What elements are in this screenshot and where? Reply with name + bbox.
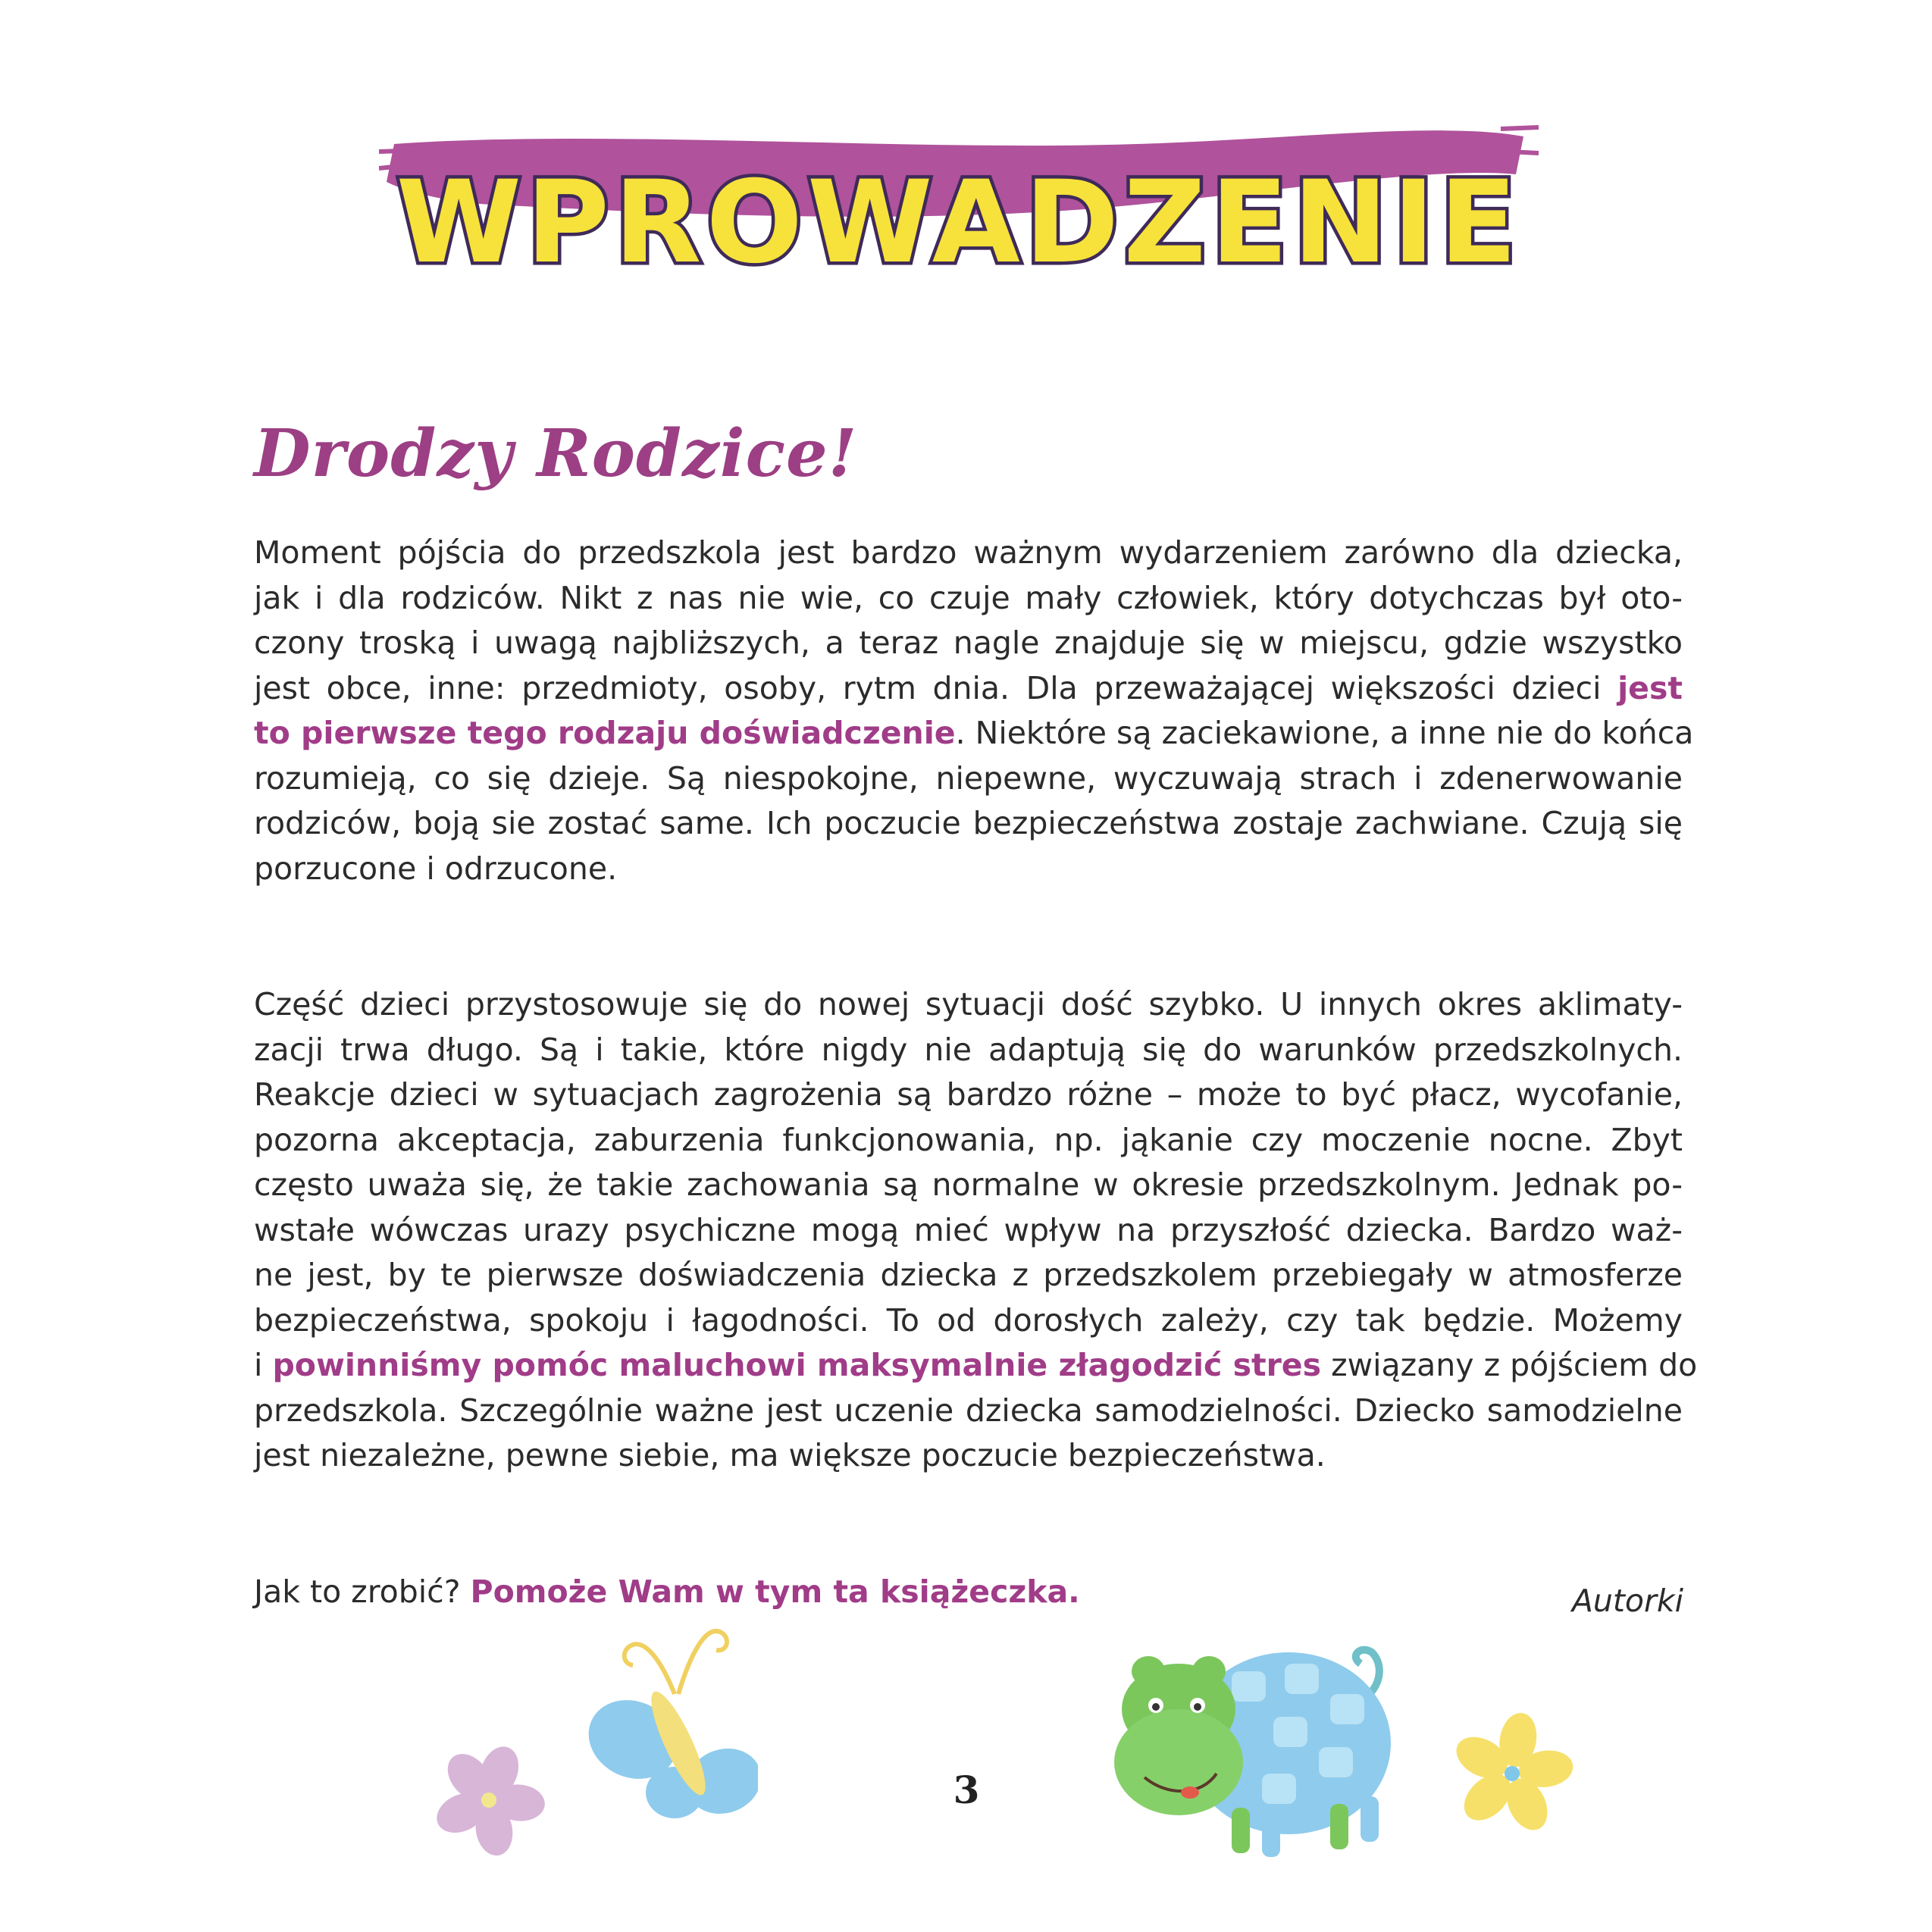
highlighted-text: jest — [1617, 669, 1683, 706]
highlighted-text: to pierwsze tego rodzaju doświadczenie — [254, 715, 956, 751]
text-line: przedszkola. Szczególnie ważne jest uczenie dziecka samodzielności. Dziecko samodzielne — [254, 1392, 1683, 1429]
title-banner — [379, 121, 1539, 326]
signature: Autorki — [1571, 1583, 1683, 1619]
text-line: pozorna akceptacja, zaburzenia funkcjonowania, np. jąkanie czy moczenie nocne. Zbyt — [254, 1121, 1683, 1158]
text-line: jak i dla rodziców. Nikt z nas nie wie, co czuje mały człowiek, który dotychczas był oto- — [254, 579, 1683, 616]
text-segment: . Niektóre są zaciekawione, a inne nie do końca — [955, 715, 1694, 751]
paragraph-3 — [254, 1570, 1683, 1615]
text-segment: Jak to zrobić? — [254, 1573, 461, 1610]
flower-yellow-icon — [1448, 1709, 1577, 1838]
greeting-heading: Drodzy Rodzice! — [254, 415, 858, 492]
body-text — [254, 531, 1698, 1614]
text-line: Moment pójścia do przedszkola jest bardzo ważnym wydarzeniem zarówno dla dziecka, — [254, 534, 1683, 571]
text-line: Część dzieci przystosowuje się do nowej sytuacji dość szybko. U innych okres aklimaty- — [254, 986, 1683, 1022]
text-line: często uważa się, że takie zachowania są normalne w okresie przedszkolnym. Jednak po- — [254, 1166, 1683, 1203]
highlighted-text: Pomoże Wam w tym ta książeczka. — [470, 1573, 1080, 1610]
paragraph-2 — [254, 982, 1698, 1479]
text-line — [254, 1343, 1698, 1389]
banner-title: WPROWADZENIE — [396, 157, 1522, 289]
text-segment: związany z pójściem do — [1331, 1347, 1698, 1383]
hippo-icon — [1110, 1611, 1436, 1861]
text-line: porzucone i odrzucone. — [254, 850, 618, 887]
butterfly-icon — [561, 1611, 758, 1830]
text-line: bezpieczeństwa, spokoju i łagodności. To od dorosłych zależy, czy tak będzie. Możemy — [254, 1301, 1683, 1339]
text-line: rozumieją, co się dzieje. Są niespokojne, niepewne, wyczuwają strach i zdenerwowanie — [254, 759, 1683, 797]
highlighted-text: powinniśmy pomóc maluchowi maksymalnie złagodzić stres — [272, 1347, 1322, 1383]
text-line: wstałe wówczas urazy psychiczne mogą mieć wpływ na przyszłość dziecka. Bardzo waż- — [254, 1211, 1683, 1248]
paragraph-1 — [254, 531, 1694, 891]
text-line: rodziców, boją sie zostać same. Ich poczucie bezpieczeństwa zostaje zachwiane. Czują się — [254, 805, 1683, 841]
page-number: 3 — [953, 1768, 980, 1812]
text-line — [254, 1570, 1683, 1615]
text-line — [254, 711, 1694, 756]
text-line: ne jest, by te pierwsze doświadczenia dziecka z przedszkolem przebiegały w atmosferze — [254, 1257, 1683, 1293]
text-line: Reakcje dzieci w sytuacjach zagrożenia są bardzo różne – może to być płacz, wycofanie, — [254, 1076, 1683, 1113]
flower-pink-icon — [428, 1739, 550, 1861]
text-line: zacji trwa długo. Są i takie, które nigdy nie adaptują się do warunków przedszkolnych. — [254, 1031, 1683, 1068]
text-segment: jest obce, inne: przedmioty, osoby, rytm dnia. Dla przeważającej większości dzieci — [254, 669, 1602, 706]
text-segment: i — [254, 1347, 263, 1383]
text-line — [254, 666, 1683, 712]
text-line: jest niezależne, pewne siebie, ma większe poczucie bezpieczeństwa. — [254, 1437, 1326, 1473]
text-line: czony troską i uwagą najbliższych, a teraz nagle znajduje się w miejscu, gdzie wszystko — [254, 625, 1683, 661]
